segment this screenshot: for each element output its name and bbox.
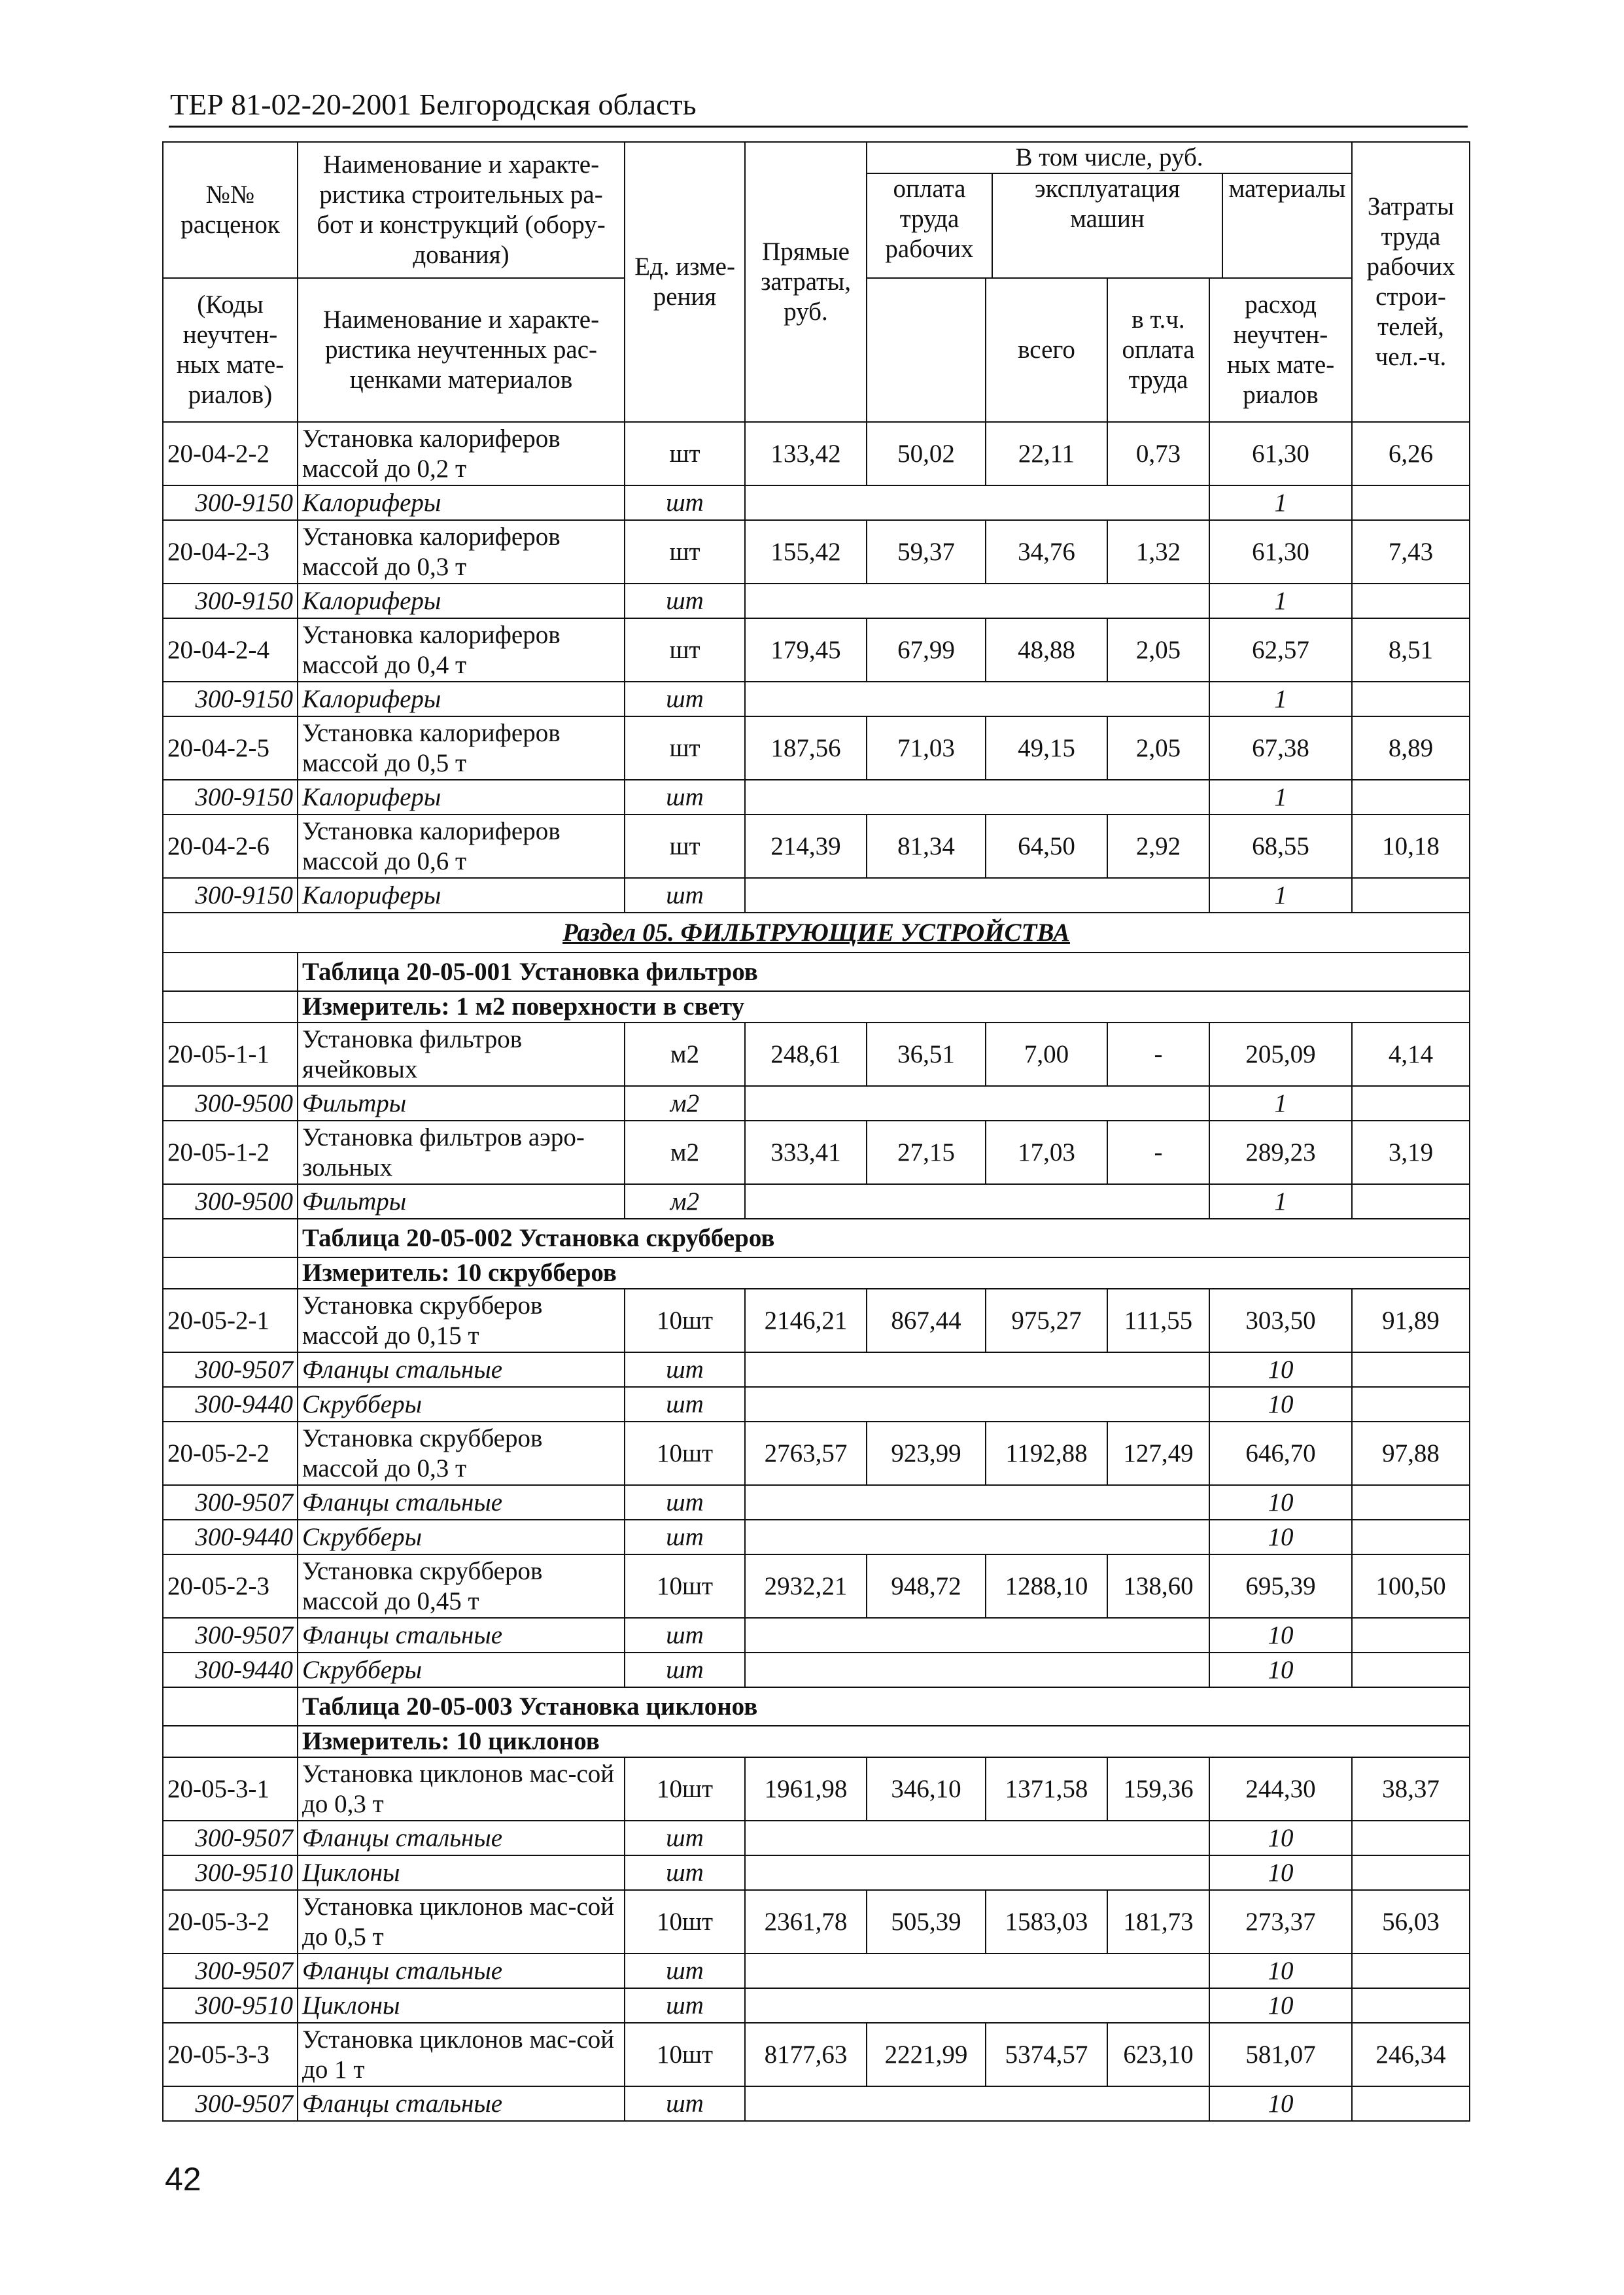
- labor-pay: 36,51: [867, 1023, 986, 1086]
- material-consumption: 10: [1209, 1485, 1352, 1520]
- col-machines-header: эксплуатация машин: [993, 174, 1223, 277]
- empty-labor-cell: [1352, 1953, 1470, 1988]
- material-name: Калориферы: [298, 584, 625, 618]
- material-consumption: 10: [1209, 1618, 1352, 1653]
- col-labor-pay-header: оплата труда рабочих: [867, 174, 993, 277]
- materials-cost: 273,37: [1209, 1890, 1352, 1953]
- empty-costs-cell: [745, 780, 1209, 815]
- materials-cost: 581,07: [1209, 2023, 1352, 2086]
- material-code: 300-9150: [163, 584, 298, 618]
- material-consumption: 1: [1209, 878, 1352, 913]
- material-consumption: 10: [1209, 1520, 1352, 1554]
- empty-labor-cell: [1352, 1821, 1470, 1855]
- page-header: [169, 84, 1468, 128]
- material-unit: шт: [625, 682, 745, 716]
- material-consumption: 10: [1209, 1953, 1352, 1988]
- table-header: [163, 142, 1470, 422]
- empty-costs-cell: [745, 1352, 1209, 1387]
- table-title: Таблица 20-05-002 Установка скрубберов: [298, 1219, 1470, 1257]
- labor-pay: 71,03: [867, 716, 986, 780]
- material-code: 300-9440: [163, 1520, 298, 1554]
- empty-costs-cell: [745, 1653, 1209, 1687]
- direct-costs: 8177,63: [745, 2023, 867, 2086]
- empty-costs-cell: [745, 682, 1209, 716]
- material-unit: шт: [625, 584, 745, 618]
- table-row: [163, 1219, 1470, 1257]
- direct-costs: 133,42: [745, 422, 867, 485]
- empty-labor-cell: [1352, 1855, 1470, 1890]
- rates-table: [162, 141, 1470, 2122]
- materials-cost: 61,30: [1209, 520, 1352, 584]
- rate-code: 20-04-2-3: [163, 520, 298, 584]
- rate-unit: 10шт: [625, 1422, 745, 1485]
- material-consumption: 1: [1209, 780, 1352, 815]
- machines-labor-pay: 2,05: [1107, 716, 1209, 780]
- material-code: 300-9507: [163, 1485, 298, 1520]
- labor-pay: 81,34: [867, 815, 986, 878]
- material-consumption: 10: [1209, 1352, 1352, 1387]
- col-name-bottom-header: Наименование и характе-ристика неучтенных рас-ценками материалов: [298, 278, 625, 422]
- empty-labor-cell: [1352, 1184, 1470, 1219]
- materials-cost: 244,30: [1209, 1757, 1352, 1821]
- rate-unit: шт: [625, 520, 745, 584]
- machines-total: 1371,58: [986, 1757, 1107, 1821]
- rate-unit: 10шт: [625, 1289, 745, 1352]
- rate-row: [163, 1890, 1470, 1953]
- material-name: Скрубберы: [298, 1653, 625, 1687]
- empty-code-cell: [163, 991, 298, 1023]
- material-row: [163, 485, 1470, 520]
- empty-labor-cell: [1352, 584, 1470, 618]
- machines-labor-pay: 2,05: [1107, 618, 1209, 682]
- rate-code: 20-05-2-3: [163, 1554, 298, 1618]
- material-consumption: 10: [1209, 2086, 1352, 2121]
- page-title: ТЕР 81-02-20-2001 Белгородская область: [170, 88, 697, 121]
- materials-cost: 62,57: [1209, 618, 1352, 682]
- empty-labor-cell: [1352, 1352, 1470, 1387]
- labor-hours: 100,50: [1352, 1554, 1470, 1618]
- machines-labor-pay: 138,60: [1107, 1554, 1209, 1618]
- machines-total: 1583,03: [986, 1890, 1107, 1953]
- materials-cost: 205,09: [1209, 1023, 1352, 1086]
- machines-labor-pay: -: [1107, 1023, 1209, 1086]
- measure-row: [163, 1257, 1470, 1289]
- material-code: 300-9507: [163, 1821, 298, 1855]
- material-name: Скрубберы: [298, 1387, 625, 1422]
- material-name: Фланцы стальные: [298, 2086, 625, 2121]
- machines-total: 64,50: [986, 815, 1107, 878]
- table-row: [163, 953, 1470, 991]
- empty-code-cell: [163, 1687, 298, 1726]
- machines-labor-pay: 2,92: [1107, 815, 1209, 878]
- rate-code: 20-05-2-2: [163, 1422, 298, 1485]
- direct-costs: 2932,21: [745, 1554, 867, 1618]
- labor-hours: 8,89: [1352, 716, 1470, 780]
- empty-labor-cell: [1352, 780, 1470, 815]
- rate-row: [163, 1121, 1470, 1184]
- rate-name: Установка фильтров ячейковых: [298, 1023, 625, 1086]
- material-row: [163, 1485, 1470, 1520]
- rate-name: Установка калориферов массой до 0,3 т: [298, 520, 625, 584]
- rate-row: [163, 1757, 1470, 1821]
- materials-cost: 646,70: [1209, 1422, 1352, 1485]
- machines-total: 5374,57: [986, 2023, 1107, 2086]
- machines-labor-pay: 0,73: [1107, 422, 1209, 485]
- table-body: [163, 422, 1470, 2121]
- material-name: Циклоны: [298, 1988, 625, 2023]
- machines-total: 49,15: [986, 716, 1107, 780]
- direct-costs: 333,41: [745, 1121, 867, 1184]
- direct-costs: 2361,78: [745, 1890, 867, 1953]
- material-code: 300-9510: [163, 1988, 298, 2023]
- rate-code: 20-05-1-1: [163, 1023, 298, 1086]
- material-name: Калориферы: [298, 485, 625, 520]
- direct-costs: 1961,98: [745, 1757, 867, 1821]
- machines-total: 34,76: [986, 520, 1107, 584]
- empty-code-cell: [163, 1219, 298, 1257]
- measure-row: [163, 991, 1470, 1023]
- machines-labor-pay: 127,49: [1107, 1422, 1209, 1485]
- machines-labor-pay: -: [1107, 1121, 1209, 1184]
- measure-title: Измеритель: 10 циклонов: [298, 1726, 1470, 1757]
- labor-hours: 91,89: [1352, 1289, 1470, 1352]
- labor-hours: 3,19: [1352, 1121, 1470, 1184]
- material-row: [163, 1086, 1470, 1121]
- material-row: [163, 682, 1470, 716]
- material-code: 300-9507: [163, 1352, 298, 1387]
- machines-total: 975,27: [986, 1289, 1107, 1352]
- labor-hours: 6,26: [1352, 422, 1470, 485]
- labor-pay: 67,99: [867, 618, 986, 682]
- rate-name: Установка циклонов мас-сой до 0,5 т: [298, 1890, 625, 1953]
- empty-costs-cell: [745, 1485, 1209, 1520]
- material-unit: шт: [625, 1387, 745, 1422]
- material-code: 300-9507: [163, 1953, 298, 1988]
- direct-costs: 179,45: [745, 618, 867, 682]
- labor-pay: 27,15: [867, 1121, 986, 1184]
- material-row: [163, 1352, 1470, 1387]
- material-consumption: 10: [1209, 1653, 1352, 1687]
- material-unit: шт: [625, 2086, 745, 2121]
- labor-pay: 948,72: [867, 1554, 986, 1618]
- empty-costs-cell: [745, 1618, 1209, 1653]
- material-unit: шт: [625, 1855, 745, 1890]
- direct-costs: 214,39: [745, 815, 867, 878]
- machines-labor-pay: 111,55: [1107, 1289, 1209, 1352]
- empty-costs-cell: [745, 1953, 1209, 1988]
- col-consumption-header: расход неучтен-ных мате-риалов: [1209, 278, 1352, 422]
- empty-labor-cell: [1352, 485, 1470, 520]
- empty-code-cell: [163, 1257, 298, 1289]
- empty-code-cell: [163, 953, 298, 991]
- rate-row: [163, 1422, 1470, 1485]
- rate-row: [163, 618, 1470, 682]
- col-total-header: всего: [986, 278, 1107, 422]
- material-name: Фланцы стальные: [298, 1953, 625, 1988]
- rate-unit: шт: [625, 716, 745, 780]
- material-unit: шт: [625, 1988, 745, 2023]
- rate-unit: 10шт: [625, 1890, 745, 1953]
- rate-unit: шт: [625, 618, 745, 682]
- material-consumption: 1: [1209, 1184, 1352, 1219]
- rate-name: Установка скрубберов массой до 0,45 т: [298, 1554, 625, 1618]
- material-name: Скрубберы: [298, 1520, 625, 1554]
- direct-costs: 2763,57: [745, 1422, 867, 1485]
- table-title: Таблица 20-05-001 Установка фильтров: [298, 953, 1470, 991]
- rate-name: Установка калориферов массой до 0,2 т: [298, 422, 625, 485]
- empty-labor-cell: [1352, 682, 1470, 716]
- material-name: Калориферы: [298, 780, 625, 815]
- table-row: [163, 1687, 1470, 1726]
- material-unit: м2: [625, 1086, 745, 1121]
- material-consumption: 1: [1209, 1086, 1352, 1121]
- labor-hours: 7,43: [1352, 520, 1470, 584]
- material-name: Калориферы: [298, 682, 625, 716]
- material-unit: шт: [625, 1653, 745, 1687]
- empty-costs-cell: [745, 1184, 1209, 1219]
- col-including-group: [867, 142, 1352, 278]
- material-row: [163, 1988, 1470, 2023]
- labor-hours: 38,37: [1352, 1757, 1470, 1821]
- rate-name: Установка скрубберов массой до 0,15 т: [298, 1289, 625, 1352]
- empty-costs-cell: [745, 584, 1209, 618]
- empty-labor-cell: [1352, 1988, 1470, 2023]
- rate-row: [163, 2023, 1470, 2086]
- material-row: [163, 1855, 1470, 1890]
- material-code: 300-9150: [163, 485, 298, 520]
- col-code-bottom-header: (Коды неучтен-ных мате-риалов): [163, 278, 298, 422]
- machines-total: 1288,10: [986, 1554, 1107, 1618]
- empty-labor-cell: [1352, 1653, 1470, 1687]
- labor-hours: 8,51: [1352, 618, 1470, 682]
- material-consumption: 1: [1209, 485, 1352, 520]
- rate-unit: 10шт: [625, 2023, 745, 2086]
- rate-code: 20-04-2-6: [163, 815, 298, 878]
- material-name: Фильтры: [298, 1086, 625, 1121]
- empty-costs-cell: [745, 1520, 1209, 1554]
- empty-labor-cell: [1352, 1485, 1470, 1520]
- machines-labor-pay: 181,73: [1107, 1890, 1209, 1953]
- materials-cost: 67,38: [1209, 716, 1352, 780]
- rate-unit: 10шт: [625, 1757, 745, 1821]
- direct-costs: 187,56: [745, 716, 867, 780]
- labor-pay: 50,02: [867, 422, 986, 485]
- material-name: Фланцы стальные: [298, 1352, 625, 1387]
- material-code: 300-9510: [163, 1855, 298, 1890]
- col-unit-header: Ед. изме-рения: [625, 142, 745, 422]
- rate-row: [163, 422, 1470, 485]
- material-code: 300-9440: [163, 1653, 298, 1687]
- empty-costs-cell: [745, 485, 1209, 520]
- material-unit: шт: [625, 780, 745, 815]
- material-name: Калориферы: [298, 878, 625, 913]
- rate-name: Установка калориферов массой до 0,6 т: [298, 815, 625, 878]
- material-unit: шт: [625, 1520, 745, 1554]
- material-name: Циклоны: [298, 1855, 625, 1890]
- rate-unit: м2: [625, 1023, 745, 1086]
- material-row: [163, 1184, 1470, 1219]
- rate-name: Установка калориферов массой до 0,4 т: [298, 618, 625, 682]
- rate-code: 20-04-2-2: [163, 422, 298, 485]
- measure-title: Измеритель: 10 скрубберов: [298, 1257, 1470, 1289]
- empty-costs-cell: [745, 1988, 1209, 2023]
- empty-labor-cell: [1352, 1086, 1470, 1121]
- machines-labor-pay: 623,10: [1107, 2023, 1209, 2086]
- materials-cost: 61,30: [1209, 422, 1352, 485]
- material-unit: шт: [625, 1618, 745, 1653]
- machines-total: 1192,88: [986, 1422, 1107, 1485]
- col-labor-costs-header: Затраты труда рабочих строи-телей, чел.-ч.: [1352, 142, 1470, 422]
- direct-costs: 155,42: [745, 520, 867, 584]
- material-consumption: 1: [1209, 584, 1352, 618]
- col-labor-pay-spacer: [867, 278, 986, 422]
- labor-pay: 923,99: [867, 1422, 986, 1485]
- material-code: 300-9507: [163, 1618, 298, 1653]
- material-row: [163, 1653, 1470, 1687]
- rate-code: 20-04-2-5: [163, 716, 298, 780]
- machines-total: 7,00: [986, 1023, 1107, 1086]
- labor-hours: 246,34: [1352, 2023, 1470, 2086]
- material-name: Фильтры: [298, 1184, 625, 1219]
- material-name: Фланцы стальные: [298, 1821, 625, 1855]
- rate-name: Установка фильтров аэро-зольных: [298, 1121, 625, 1184]
- rate-name: Установка циклонов мас-сой до 1 т: [298, 2023, 625, 2086]
- col-incl-labor-header: в т.ч. оплата труда: [1107, 278, 1209, 422]
- rate-code: 20-05-1-2: [163, 1121, 298, 1184]
- material-name: Фланцы стальные: [298, 1618, 625, 1653]
- col-direct-header: Прямые затраты, руб.: [745, 142, 867, 422]
- material-code: 300-9500: [163, 1086, 298, 1121]
- empty-costs-cell: [745, 1821, 1209, 1855]
- labor-pay: 2221,99: [867, 2023, 986, 2086]
- material-row: [163, 780, 1470, 815]
- rate-code: 20-05-3-2: [163, 1890, 298, 1953]
- material-unit: шт: [625, 1821, 745, 1855]
- rate-row: [163, 1023, 1470, 1086]
- rate-unit: шт: [625, 422, 745, 485]
- material-consumption: 1: [1209, 682, 1352, 716]
- material-code: 300-9500: [163, 1184, 298, 1219]
- empty-labor-cell: [1352, 1618, 1470, 1653]
- rate-row: [163, 520, 1470, 584]
- material-unit: шт: [625, 485, 745, 520]
- col-materials-header: материалы: [1228, 175, 1346, 203]
- material-name: Фланцы стальные: [298, 1485, 625, 1520]
- measure-row: [163, 1726, 1470, 1757]
- material-row: [163, 1520, 1470, 1554]
- rate-name: Установка циклонов мас-сой до 0,3 т: [298, 1757, 625, 1821]
- material-unit: шт: [625, 1352, 745, 1387]
- col-code-header: №№ расценок: [163, 142, 298, 278]
- machines-total: 48,88: [986, 618, 1107, 682]
- material-row: [163, 1953, 1470, 1988]
- labor-pay: 505,39: [867, 1890, 986, 1953]
- section-row: [163, 913, 1470, 953]
- rate-row: [163, 1289, 1470, 1352]
- rate-code: 20-05-3-3: [163, 2023, 298, 2086]
- material-code: 300-9150: [163, 878, 298, 913]
- material-row: [163, 1618, 1470, 1653]
- labor-pay: 59,37: [867, 520, 986, 584]
- labor-hours: 10,18: [1352, 815, 1470, 878]
- materials-cost: 695,39: [1209, 1554, 1352, 1618]
- rate-code: 20-05-2-1: [163, 1289, 298, 1352]
- machines-total: 22,11: [986, 422, 1107, 485]
- labor-pay: 346,10: [867, 1757, 986, 1821]
- empty-labor-cell: [1352, 2086, 1470, 2121]
- rate-code: 20-04-2-4: [163, 618, 298, 682]
- machines-total: 17,03: [986, 1121, 1107, 1184]
- direct-costs: 248,61: [745, 1023, 867, 1086]
- rate-unit: шт: [625, 815, 745, 878]
- page-number: 42: [165, 2161, 201, 2198]
- material-row: [163, 1387, 1470, 1422]
- material-unit: м2: [625, 1184, 745, 1219]
- section-title: Раздел 05. ФИЛЬТРУЮЩИЕ УСТРОЙСТВА: [163, 913, 1470, 953]
- empty-costs-cell: [745, 878, 1209, 913]
- rate-code: 20-05-3-1: [163, 1757, 298, 1821]
- rate-row: [163, 815, 1470, 878]
- empty-labor-cell: [1352, 878, 1470, 913]
- material-row: [163, 2086, 1470, 2121]
- material-code: 300-9150: [163, 780, 298, 815]
- empty-costs-cell: [745, 1387, 1209, 1422]
- material-unit: шт: [625, 1485, 745, 1520]
- material-unit: шт: [625, 1953, 745, 1988]
- labor-hours: 97,88: [1352, 1422, 1470, 1485]
- empty-costs-cell: [745, 1086, 1209, 1121]
- measure-title: Измеритель: 1 м2 поверхности в свету: [298, 991, 1470, 1023]
- material-row: [163, 878, 1470, 913]
- col-including-header: В том числе, руб.: [867, 143, 1351, 174]
- empty-labor-cell: [1352, 1520, 1470, 1554]
- rate-row: [163, 1554, 1470, 1618]
- direct-costs: 2146,21: [745, 1289, 867, 1352]
- material-row: [163, 584, 1470, 618]
- rate-unit: м2: [625, 1121, 745, 1184]
- table-title: Таблица 20-05-003 Установка циклонов: [298, 1687, 1470, 1726]
- empty-costs-cell: [745, 2086, 1209, 2121]
- rate-name: Установка скрубберов массой до 0,3 т: [298, 1422, 625, 1485]
- material-unit: шт: [625, 878, 745, 913]
- empty-costs-cell: [745, 1855, 1209, 1890]
- materials-cost: 289,23: [1209, 1121, 1352, 1184]
- material-consumption: 10: [1209, 1387, 1352, 1422]
- labor-hours: 56,03: [1352, 1890, 1470, 1953]
- labor-pay: 867,44: [867, 1289, 986, 1352]
- rate-row: [163, 716, 1470, 780]
- machines-labor-pay: 159,36: [1107, 1757, 1209, 1821]
- material-consumption: 10: [1209, 1821, 1352, 1855]
- material-code: 300-9150: [163, 682, 298, 716]
- rate-unit: 10шт: [625, 1554, 745, 1618]
- materials-cost: 303,50: [1209, 1289, 1352, 1352]
- machines-labor-pay: 1,32: [1107, 520, 1209, 584]
- empty-code-cell: [163, 1726, 298, 1757]
- material-row: [163, 1821, 1470, 1855]
- material-consumption: 10: [1209, 1988, 1352, 2023]
- material-consumption: 10: [1209, 1855, 1352, 1890]
- material-code: 300-9507: [163, 2086, 298, 2121]
- col-name-header: Наименование и характе-ристика строительных ра-бот и конструкций (обору-дования): [298, 142, 625, 278]
- labor-hours: 4,14: [1352, 1023, 1470, 1086]
- material-code: 300-9440: [163, 1387, 298, 1422]
- materials-cost: 68,55: [1209, 815, 1352, 878]
- rate-name: Установка калориферов массой до 0,5 т: [298, 716, 625, 780]
- empty-labor-cell: [1352, 1387, 1470, 1422]
